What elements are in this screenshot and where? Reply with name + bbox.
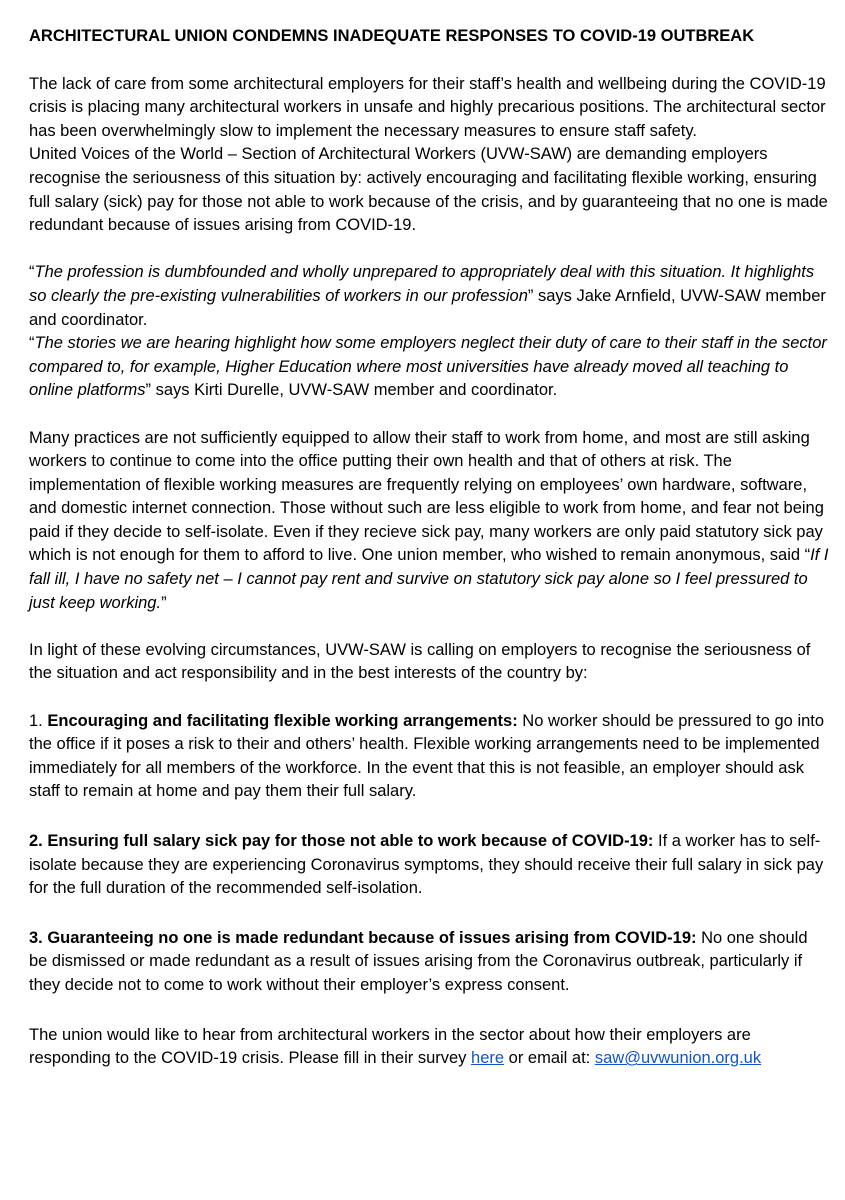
demand-text: No worker should be pressured to go into the office if it poses a risk to their and others’ health. Flexible working arrangements need to be implemented immediately for all members of the workforce. In the event that this is not feasible, an employer should ask staff to remain at home and pay them their full salary. — [29, 711, 825, 801]
quote-open-mark: “ — [29, 263, 35, 282]
quote-attribution: ” says Jake Arnfield, UVW-SAW member and coordinator. — [29, 286, 826, 329]
quote-text: The profession is dumbfounded and wholly unprepared to appropriately deal with this situation. It highlights so clearly the pre-existing vulnerabilities of workers in our profession — [29, 263, 815, 305]
quote-open-mark: “ — [29, 334, 35, 353]
demand-2 — [29, 830, 829, 901]
demand-heading: Encouraging and facilitating flexible working arrangements: — [47, 711, 518, 730]
document-title: ARCHITECTURAL UNION CONDEMNS INADEQUATE RESPONSES TO COVID-19 OUTBREAK — [29, 27, 755, 45]
document-body — [29, 25, 829, 1071]
call-paragraph: In light of these evolving circumstances, UVW-SAW is calling on employers to recognise the seriousness of the situation and act responsibility and in the best interests of the country by: — [29, 640, 811, 683]
closing-paragraph — [29, 1024, 829, 1071]
body-paragraph — [29, 427, 829, 616]
demand-heading: 3. Guaranteeing no one is made redundant because of issues arising from COVID-19: — [29, 928, 697, 947]
quote-kirti-durelle — [29, 332, 829, 403]
closing-text: The union would like to hear from architectural workers in the sector about how their employers are responding to the COVID-19 crisis. Please fill in their survey — [29, 1025, 751, 1068]
demand-heading: 2. Ensuring full salary sick pay for those not able to work because of COVID-19: — [29, 832, 654, 850]
demand-1 — [29, 710, 829, 804]
demand-3 — [29, 927, 829, 998]
anonymous-quote: If I fall ill, I have no safety net – I cannot pay rent and survive on statutory sick pay alone so I feel pressured to just keep working. — [29, 546, 829, 612]
email-link[interactable]: saw@uvwunion.org.uk — [594, 1049, 762, 1068]
demand-text: No one should be dismissed or made redundant as a result of issues arising from the Coronavirus outbreak, particularly if they decide not to come to work without their employer’s express consent. — [29, 928, 808, 994]
quote-text: The stories we are hearing highlight how some employers neglect their duty of care to their staff in the sector compared to, for example, Higher Education where most universities have already moved all teaching to online platforms — [29, 334, 827, 400]
survey-link[interactable]: here — [471, 1049, 505, 1068]
intro-paragraph-1: The lack of care from some architectural employers for their staff’s health and wellbeing during the COVID-19 crisis is placing many architectural workers in unsafe and highly precarious positions. The architectural sector has been overwhelmingly slow to implement the necessary measures to ensure staff safety. — [29, 74, 826, 140]
quote-jake-arnfield — [29, 261, 829, 332]
closing-middle-text: or email at: — [504, 1049, 595, 1068]
demand-number: 1. — [29, 711, 48, 730]
intro-paragraph-2: United Voices of the World – Section of Architectural Workers (UVW-SAW) are demanding employers recognise the seriousness of this situation by: actively encouraging and facilitating flexible working, ensuring full salary (sick) pay for those not able to work because of the crisis, and by guaranteeing that no one is made redundant because of issues arising from COVID-19. — [29, 145, 828, 235]
quote-close-mark: ” — [161, 593, 167, 612]
demand-text: If a worker has to self-isolate because they are experiencing Coronavirus symptoms, they should receive their full salary in sick pay for the full duration of the recommended self-isolation. — [29, 832, 824, 898]
body-text: Many practices are not sufficiently equipped to allow their staff to work from home, and most are still asking workers to continue to come into the office putting their own health and that of others at risk. The implementation of flexible working measures are frequently relying on employees’ own hardware, software, and domestic internet connection. Those without such are less eligible to work from home, and fear not being paid if they decide to self-isolate. Even if they recieve sick pay, many workers are only paid statutory sick pay which is not enough for them to afford to live. One union member, who wished to remain anonymous, said “ — [29, 428, 824, 565]
quote-attribution: ” says Kirti Durelle, UVW-SAW member and coordinator. — [145, 381, 558, 400]
